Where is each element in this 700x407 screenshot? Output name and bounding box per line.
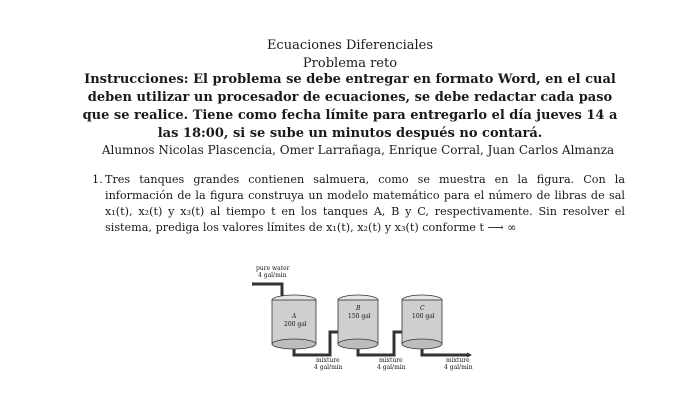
tank-b-name: B — [356, 305, 361, 312]
inflow-label-2: 4 gal/min — [258, 272, 287, 279]
document-title: Ecuaciones Diferenciales — [266, 38, 434, 53]
problem-number: 1. — [92, 173, 103, 186]
tank-b — [338, 295, 378, 349]
inflow-label-1: pure water — [256, 265, 290, 272]
tank-b-volume: 150 gal — [348, 313, 371, 320]
students-line: Alumnos Nicolas Plascencia, Omer Larrañaga, Enrique Corral, Juan Carlos Almanza — [101, 143, 615, 157]
document-subtitle: Problema reto — [302, 56, 398, 71]
tanks-diagram — [246, 262, 486, 372]
tank-c — [402, 295, 442, 349]
flow-label-2-line2: 4 gal/min — [377, 364, 406, 371]
flow-label-2-line1: mixture — [379, 357, 403, 364]
tank-a-name: A — [292, 313, 297, 320]
problem-item — [92, 172, 625, 236]
flow-label-1-line1: mixture — [316, 357, 340, 364]
outflow-pipe — [422, 349, 468, 355]
instructions-paragraph: Instrucciones: El problema se debe entregar en formato Word, en el cual deben utilizar un procesador de ecuaciones, se debe redactar cada paso que se realice. Tiene como fecha límite para entregarlo el día jueves 14 a las 18:00, si se sube un minutos después no contará. — [82, 72, 618, 141]
flow-label-3-line1: mixture — [446, 357, 470, 364]
flow-label-3-line2: 4 gal/min — [444, 364, 473, 371]
tank-a — [272, 295, 316, 349]
problem-text: Tres tanques grandes contienen salmuera, como se muestra en la figura. Con la información de la figura construya un modelo matemático para el número de libras de sal x₁(t), x₂(t) y x₃(t) al tiempo t en los tanques A, B y C, respectivamente. Sin resolver el sistema, prediga los valores límites de x₁(t), x₂(t) y x₃(t) conforme t ⟶ ∞ — [105, 173, 625, 234]
tanks-figure — [246, 262, 486, 372]
tank-c-name: C — [420, 305, 425, 312]
tank-c-volume: 100 gal — [412, 313, 435, 320]
tank-a-volume: 200 gal — [284, 321, 307, 328]
flow-label-1-line2: 4 gal/min — [314, 364, 343, 371]
